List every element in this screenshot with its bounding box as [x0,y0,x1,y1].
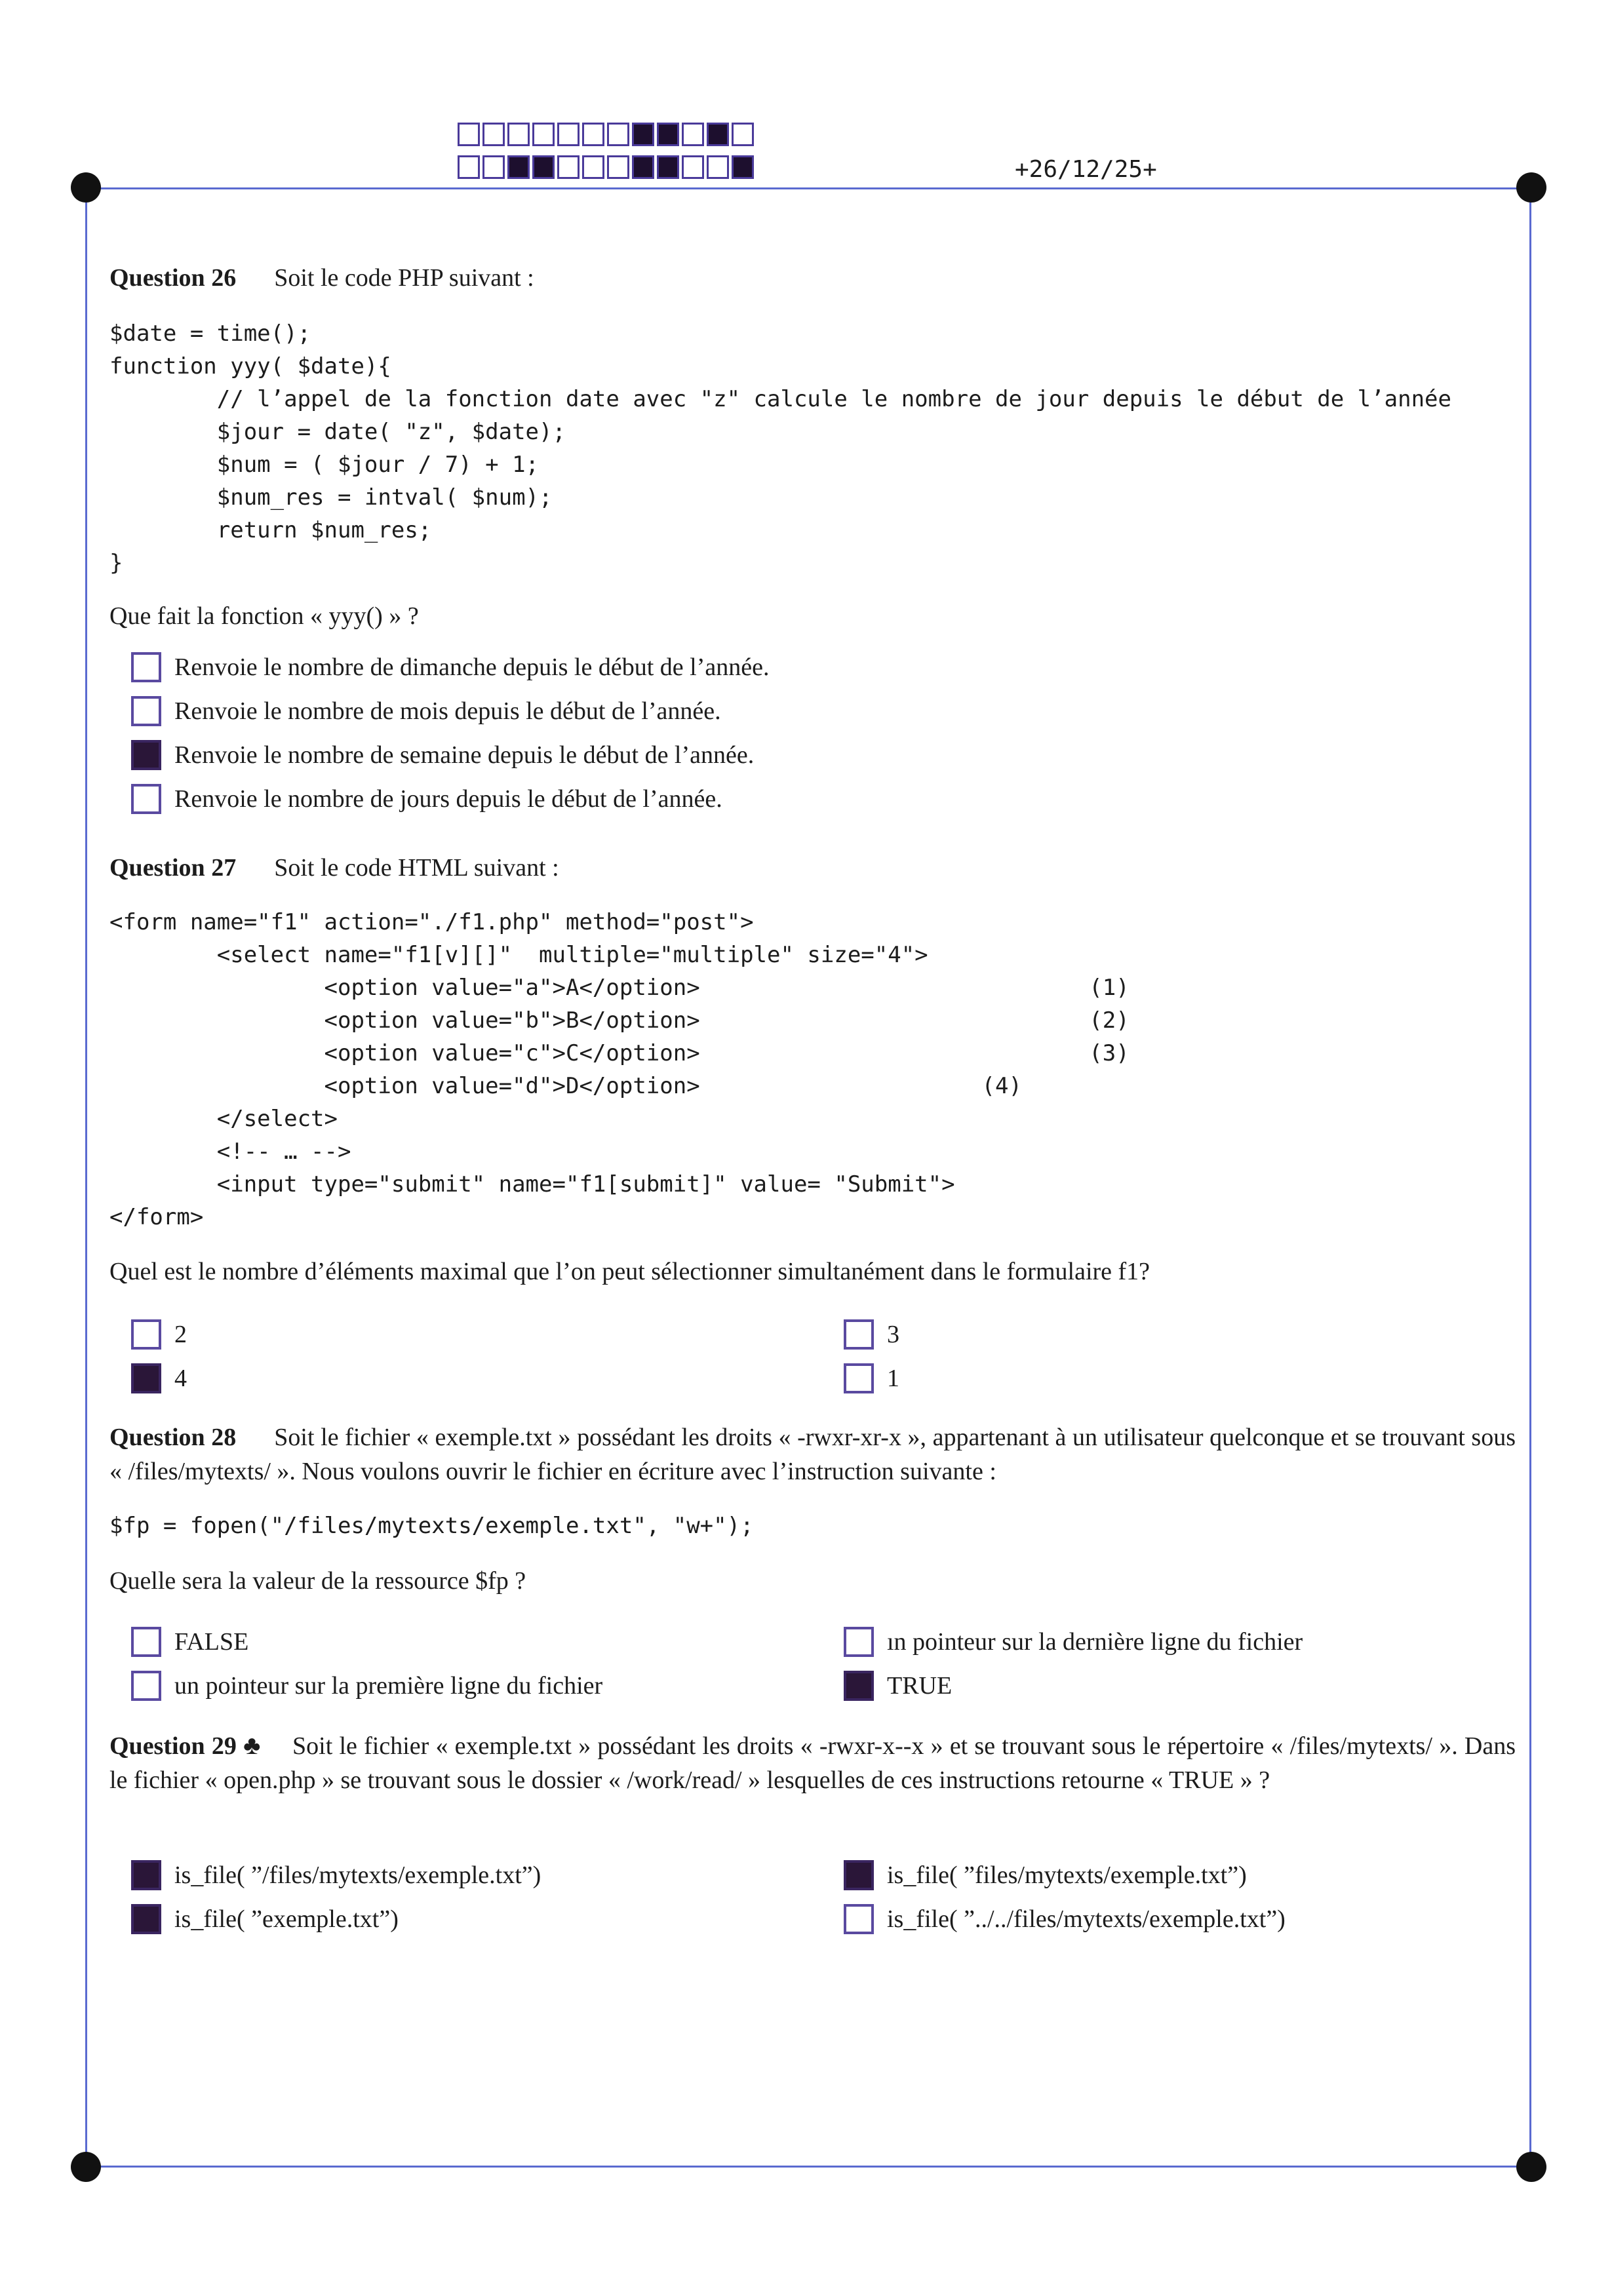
corner-mark-bottom-left [71,2152,101,2182]
question-26-code: $date = time(); function yyy( $date){ // l’appel de la fonction date avec "z" calcule le nombre de jour depuis le début de l’année $jour = date( "z", $date); $num = ( $jour / 7) + 1; $num_res = intval( $num); return $num_res; } [109,321,1451,576]
id-grid-cell [507,155,530,179]
id-grid-cell [682,155,704,179]
question-26-question: Que fait la fonction « yyy() » ? [109,602,419,630]
question-29-heading [109,1728,1516,1797]
q29-option-2-checkbox[interactable] [844,1860,874,1890]
q28-option-4-checkbox[interactable] [844,1671,874,1701]
frame-left-line [85,187,87,2167]
corner-mark-top-left [71,172,101,203]
id-grid-cell [657,155,679,179]
id-grid-cell [682,123,704,146]
question-27-label: Question 27 [109,854,237,882]
q26-option-2-checkbox[interactable] [131,696,161,726]
q29-option-3[interactable] [131,1904,399,1934]
q28-option-1[interactable] [131,1627,248,1657]
id-grid-cell [532,155,555,179]
q27-option-1-checkbox[interactable] [131,1319,161,1350]
id-grid-cell [607,155,629,179]
question-28-heading [109,1420,1516,1489]
q26-option-3-label: Renvoie le nombre de semaine depuis le début de l’année. [174,741,755,769]
club-icon: ♣ [243,1730,262,1760]
id-grid-cell [707,123,729,146]
id-grid-cell [632,155,654,179]
frame-bottom-line [87,2166,1533,2168]
q28-option-4[interactable] [844,1671,952,1701]
question-29-intro: Soit le fichier « exemple.txt » possédant les droits « -rwxr-x--x » et se trouvant sous le répertoire « /files/mytexts/ ». Dans le fichier « open.php » se trouvant sous le dossier « /work/read/ » lesquelles de ces instructions retourne « TRUE » ? [109,1732,1516,1794]
id-grid-row-1 [458,123,757,146]
question-27-heading [109,851,1516,885]
q29-option-2-label: is_file( ”files/mytexts/exemple.txt”) [887,1861,1247,1889]
question-28-code: $fp = fopen("/files/mytexts/exemple.txt", "w+"); [109,1513,754,1539]
q28-option-3[interactable] [131,1671,602,1701]
q27-option-4[interactable] [844,1363,899,1393]
question-29-label: Question 29 [109,1732,237,1760]
question-26-heading [109,261,1516,295]
q29-option-4-checkbox[interactable] [844,1904,874,1934]
id-grid-cell [532,123,555,146]
id-grid-cell [557,155,580,179]
q29-option-1-checkbox[interactable] [131,1860,161,1890]
q26-option-2[interactable] [131,696,721,726]
q29-option-3-checkbox[interactable] [131,1904,161,1934]
q29-option-1[interactable] [131,1860,541,1890]
question-28-intro: Soit le fichier « exemple.txt » possédant les droits « -rwxr-xr-x », appartenant à un utilisateur quelconque et se trouvant sous « /files/mytexts/ ». Nous voulons ouvrir le fichier en écriture avec l’instruction suivante : [109,1424,1516,1485]
id-grid-cell [657,123,679,146]
question-27-code: <form name="f1" action="./f1.php" method="post"> <select name="f1[v][]" multiple="multiple" size="4"> <option value="a">A</option> (1) <option value="b">B</option> (2) <option value="c">C</option> (3) <option value="d">D</option> (4) </select> <!-- … --> <input type="submit" name="f1[submit]" value= "Submit"> </form> [109,909,1130,1230]
q29-option-1-label: is_file( ”/files/mytexts/exemple.txt”) [174,1861,541,1889]
corner-mark-top-right [1516,172,1546,203]
q27-option-3-label: 4 [174,1365,187,1392]
id-grid-cell [507,123,530,146]
q28-option-1-checkbox[interactable] [131,1627,161,1657]
id-grid-cell [482,155,505,179]
q26-option-4-checkbox[interactable] [131,784,161,814]
q28-option-2-checkbox[interactable] [844,1627,874,1657]
id-grid-cell [458,155,480,179]
q26-option-3[interactable] [131,740,754,770]
q26-option-4-label: Renvoie le nombre de jours depuis le début de l’année. [174,785,722,813]
question-27-question: Quel est le nombre d’éléments maximal que l’on peut sélectionner simultanément dans le formulaire f1? [109,1258,1150,1285]
q26-option-2-label: Renvoie le nombre de mois depuis le début de l’année. [174,697,721,725]
question-26-intro: Soit le code PHP suivant : [274,264,534,292]
q28-option-2-label: ın pointeur sur la dernière ligne du fichier [887,1628,1303,1656]
q28-option-4-label: TRUE [887,1672,953,1700]
question-28-label: Question 28 [109,1424,237,1451]
q29-option-2[interactable] [844,1860,1247,1890]
q26-option-1-label: Renvoie le nombre de dimanche depuis le début de l’année. [174,653,770,681]
q26-option-1[interactable] [131,652,769,682]
q27-option-2[interactable] [844,1319,899,1350]
corner-mark-bottom-right [1516,2152,1546,2182]
question-26-label: Question 26 [109,264,237,292]
id-grid-cell [732,123,754,146]
q26-option-1-checkbox[interactable] [131,652,161,682]
id-grid-row-2 [458,155,757,179]
question-27 [109,851,1516,885]
frame-top-line [87,187,1533,189]
id-grid-cell [458,123,480,146]
q27-option-2-label: 3 [887,1321,899,1348]
id-grid-cell [632,123,654,146]
q27-option-1-label: 2 [174,1321,187,1348]
id-grid-cell [732,155,754,179]
q26-option-3-checkbox[interactable] [131,740,161,770]
id-grid-cell [582,155,604,179]
question-29 [109,1728,1516,1797]
id-grid-cell [607,123,629,146]
q29-option-3-label: is_file( ”exemple.txt”) [174,1905,399,1933]
page-code: +26/12/25+ [1015,156,1157,183]
q27-option-2-checkbox[interactable] [844,1319,874,1350]
id-grid-cell [557,123,580,146]
q27-option-4-checkbox[interactable] [844,1363,874,1393]
frame-right-line [1529,187,1531,2167]
q26-option-4[interactable] [131,784,722,814]
question-28-question: Quelle sera la valeur de la ressource $fp ? [109,1567,526,1595]
question-26 [109,261,1516,295]
q29-option-4[interactable] [844,1904,1286,1934]
question-27-intro: Soit le code HTML suivant : [274,854,559,882]
id-grid-cell [707,155,729,179]
q29-option-4-label: is_file( ”../../files/mytexts/exemple.txt”) [887,1905,1286,1933]
question-28 [109,1420,1516,1489]
q28-option-3-checkbox[interactable] [131,1671,161,1701]
q28-option-1-label: FALSE [174,1628,249,1656]
id-grid-cell [582,123,604,146]
q27-option-4-label: 1 [887,1365,899,1392]
q28-option-3-label: un pointeur sur la première ligne du fichier [174,1672,603,1700]
q27-option-1[interactable] [131,1319,187,1350]
q28-option-2[interactable] [844,1627,1303,1657]
q27-option-3[interactable] [131,1363,187,1393]
q27-option-3-checkbox[interactable] [131,1363,161,1393]
id-grid-cell [482,123,505,146]
